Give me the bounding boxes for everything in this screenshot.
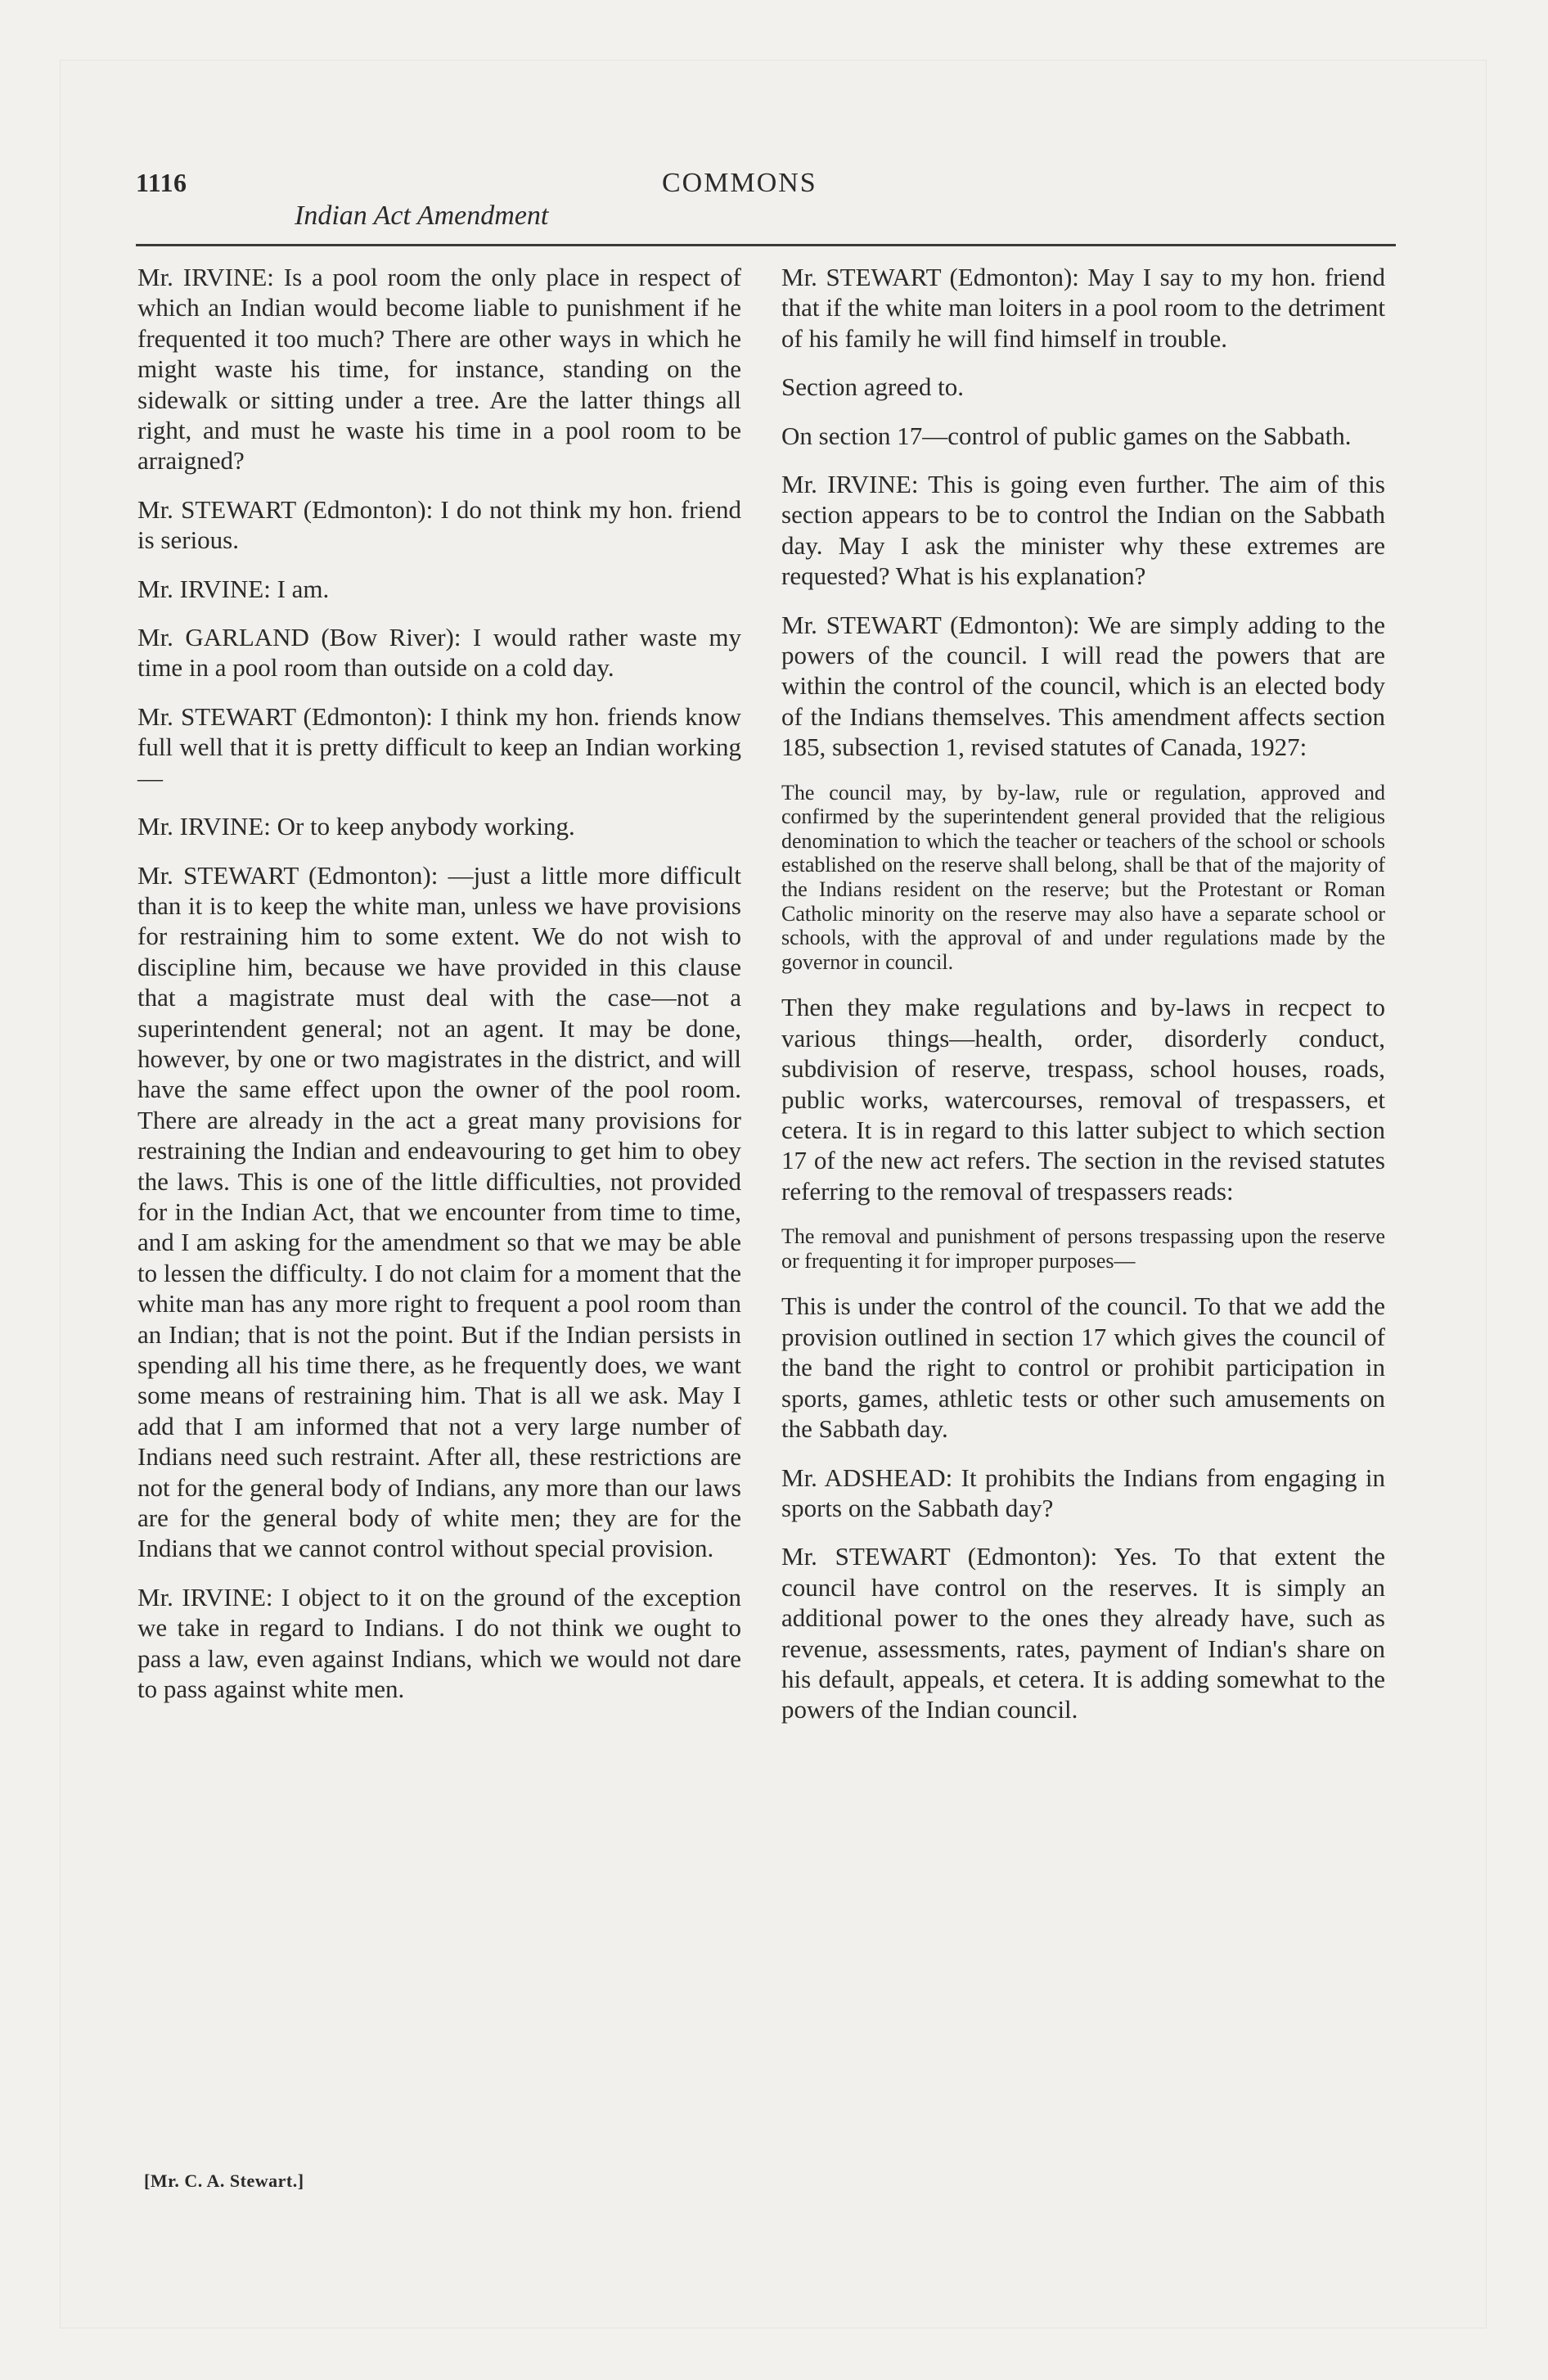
paragraph: Mr. STEWART (Edmonton): I think my hon. friends know full well that it is pretty difficult to keep an Indian working— bbox=[137, 701, 741, 792]
paragraph: Section agreed to. bbox=[781, 372, 964, 402]
paragraph: Mr. IRVINE: I object to it on the ground of the exception we take in regard to Indians. I do not think we ought to pass a law, even against Indians, which we would not dare to pass against white men. bbox=[137, 1582, 741, 1704]
paragraph: Mr. STEWART (Edmonton): I do not think my hon. friend is serious. bbox=[137, 494, 741, 555]
paragraph: Mr. STEWART (Edmonton): Yes. To that extent the council have control on the reserves. It is simply an additional power to the ones they already have, such as revenue, assessments, rates, payment of Indian's share on his default, appeals, et cetera. It is adding somewhat to the powers of the Indian council. bbox=[781, 1542, 1385, 1724]
paragraph: Mr. STEWART (Edmonton): —just a little more difficult than it is to keep the white man, unless we have provisions for restraining him to some extent. We do not wish to discipline him, because we have provided in this clause that a magistrate must deal with the case—not a superintendent general; not an agent. It may be done, however, by one or two magistrates in the district, and will have the same effect upon the owner of the pool room. There are already in the act a great many provisions for restraining the Indian and endeavouring to get him to obey the laws. This is one of the little difficulties, not provided for in the Indian Act, that we encounter from time to time, and I am asking for the amendment so that we may be able to lessen the difficulty. I do not claim for a moment that the white man has any more right to frequent a pool room than an Indian; that is not the point. But if the Indian persists in spending all his time there, as he frequently does, we want some means of restraining him. That is all we ask. May I add that I am informed that not a very large number of Indians need such restraint. After all, these restrictions are not for the general body of Indians, any more than our laws are for the general body of white men; they are for the Indians that we cannot control without special provision. bbox=[137, 860, 741, 1563]
house-title: COMMONS bbox=[662, 168, 817, 198]
running-title: Indian Act Amendment bbox=[295, 201, 549, 231]
paragraph: On section 17—control of public games on the Sabbath. bbox=[781, 421, 1352, 450]
statute-quote: The removal and punishment of persons trespassing upon the reserve or frequenting it for improper purposes— bbox=[781, 1224, 1385, 1273]
page-number: 1116 bbox=[136, 168, 187, 197]
header-rule bbox=[136, 244, 1396, 246]
page-header bbox=[136, 168, 1396, 241]
paragraph: Mr. ADSHEAD: It prohibits the Indians from engaging in sports on the Sabbath day? bbox=[781, 1463, 1385, 1522]
speaker-footnote: [Mr. C. A. Stewart.] bbox=[144, 2170, 304, 2191]
paragraph: Mr. STEWART (Edmonton): May I say to my hon. friend that if the white man loiters in a pool room to the detriment of his family he will find himself in trouble. bbox=[781, 263, 1385, 353]
paragraph: Mr. STEWART (Edmonton): We are simply adding to the powers of the council. I will read the powers that are within the control of the council, which is an elected body of the Indians themselves. This amendment affects section 185, subsection 1, revised statutes of Canada, 1927: bbox=[781, 610, 1385, 762]
paragraph: Mr. IRVINE: Is a pool room the only place in respect of which an Indian would become liable to punishment if he frequented it too much? There are other ways in which he might waste his time, for instance, standing on the sidewalk or sitting under a tree. Are the latter things all right, and must he waste his time in a pool room to be arraigned? bbox=[137, 263, 741, 476]
paragraph: Then they make regulations and by-laws in recpect to various things—health, order, disorderly conduct, subdivision of reserve, trespass, school houses, roads, public works, watercourses, removal of trespassers, et cetera. It is in regard to this latter subject to which section 17 of the new act refers. The section in the revised statutes referring to the removal of trespassers reads: bbox=[781, 993, 1385, 1206]
left-column bbox=[137, 262, 741, 1722]
paragraph: Mr. GARLAND (Bow River): I would rather waste my time in a pool room than outside on a cold day. bbox=[137, 623, 741, 683]
paragraph: This is under the control of the council. To that we add the provision outlined in section 17 which gives the council of the band the right to control or prohibit participation in sports, games, athletic tests or other such amusements on the Sabbath day. bbox=[781, 1291, 1385, 1444]
right-column bbox=[781, 262, 1385, 1743]
statute-quote: The council may, by by-law, rule or regulation, approved and confirmed by the superintendent general provided that the religious denomination to which the teacher or teachers of the school or schools established on the reserve shall belong, shall be that of the majority of the Indians resident on the reserve; but the Protestant or Roman Catholic minority on the reserve may also have a separate school or schools, with the approval of and under regulations made by the governor in council. bbox=[781, 780, 1385, 974]
paragraph: Mr. IRVINE: Or to keep anybody working. bbox=[137, 812, 575, 841]
paragraph: Mr. IRVINE: This is going even further. The aim of this section appears to be to control the Indian on the Sabbath day. May I ask the minister why these extremes are requested? What is his explanation? bbox=[781, 470, 1385, 591]
paragraph: Mr. IRVINE: I am. bbox=[137, 574, 330, 603]
